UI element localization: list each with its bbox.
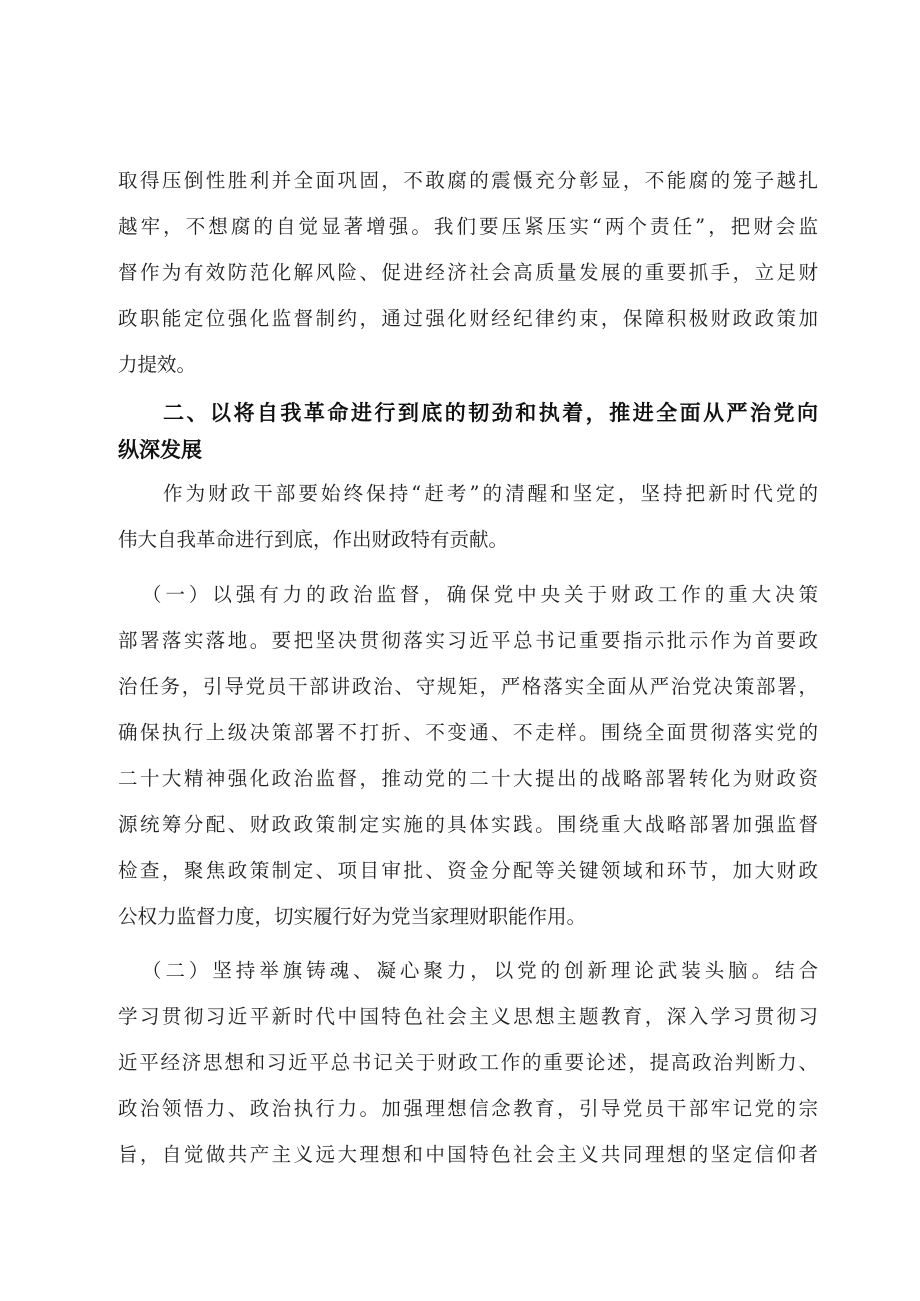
text-line: 政治领悟力、政治执行力。加强理想信念教育，引导党员干部牢记党的宗 (118, 1097, 818, 1120)
text-line: 政职能定位强化监督制约，通过强化财经纪律约束，保障积极财政政策加 (118, 307, 818, 330)
text-line: 取得压倒性胜利并全面巩固，不敢腐的震慑充分彰显，不能腐的笼子越扎 (118, 169, 818, 192)
heading-line: 二、以将自我革命进行到底的韧劲和执着，推进全面从严治党向 (163, 401, 818, 425)
text-line: 确保执行上级决策部署不打折、不变通、不走样。围绕全面贯彻落实党的 (118, 721, 818, 744)
text-line: 越牢，不想腐的自觉显著增强。我们要压紧压实“两个责任”，把财会监 (118, 215, 818, 238)
text-line: （二）坚持举旗铸魂、凝心聚力，以党的创新理论武装头脑。结合 (142, 959, 818, 982)
text-line: 检查，聚焦政策制定、项目审批、资金分配等关键领域和环节，加大财政 (118, 859, 818, 882)
text-line: 学习贯彻习近平新时代中国特色社会主义思想主题教育，深入学习贯彻习 (118, 1005, 818, 1028)
text-line: 督作为有效防范化解风险、促进经济社会高质量发展的重要抓手，立足财 (118, 261, 818, 284)
text-line: 治任务，引导党员干部讲政治、守规矩，严格落实全面从严治党决策部署， (118, 675, 818, 698)
text-line: 公权力监督力度，切实履行好为党当家理财职能作用。 (118, 905, 587, 928)
text-line: 旨，自觉做共产主义远大理想和中国特色社会主义共同理想的坚定信仰者 (118, 1143, 818, 1166)
text-line: 源统筹分配、财政政策制定实施的具体实践。围绕重大战略部署加强监督 (118, 813, 818, 836)
text-line: 作为财政干部要始终保持“赶考”的清醒和坚定，坚持把新时代党的 (163, 482, 818, 505)
text-line: 部署落实落地。要把坚决贯彻落实习近平总书记重要指示批示作为首要政 (118, 629, 818, 652)
text-line: 二十大精神强化政治监督，推动党的二十大提出的战略部署转化为财政资 (118, 767, 818, 790)
text-line: （一）以强有力的政治监督，确保党中央关于财政工作的重大决策 (142, 583, 818, 606)
text-line: 伟大自我革命进行到底，作出财政特有贡献。 (118, 528, 509, 551)
text-line: 近平经济思想和习近平总书记关于财政工作的重要论述，提高政治判断力、 (118, 1051, 818, 1074)
heading-line: 纵深发展 (118, 438, 202, 462)
text-line: 力提效。 (118, 353, 197, 376)
